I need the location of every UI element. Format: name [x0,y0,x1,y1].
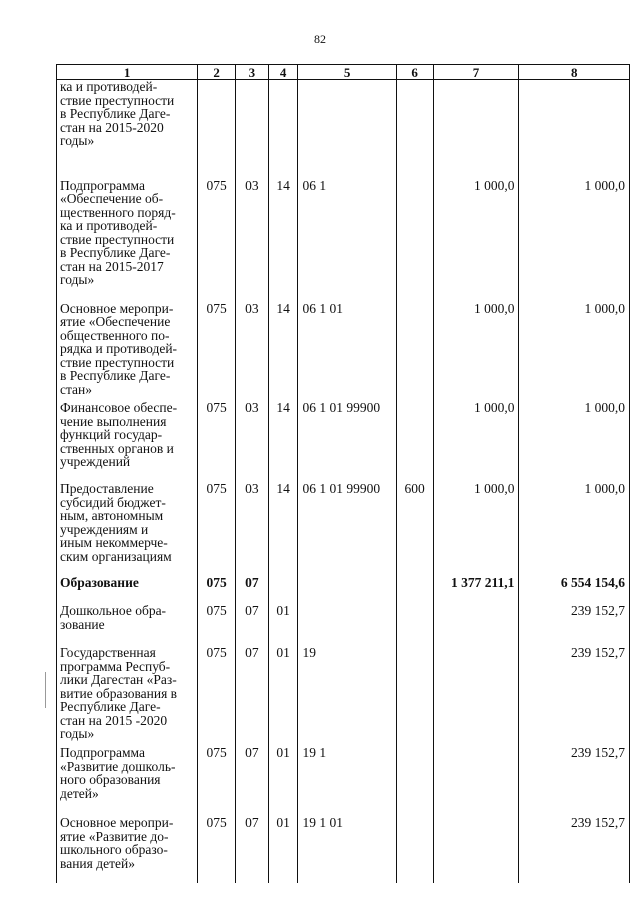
cell-vr [396,174,433,297]
cell-pr: 01 [268,811,298,883]
cell-name: Предоставление субсидий бюджет- ным, автономным учреждениям и иным некоммерче- ским организациям [57,477,198,571]
cell-gr: 075 [198,741,236,811]
table-body [57,80,630,884]
cell-gr: 075 [198,811,236,883]
cell-csr: 19 [298,641,396,741]
cell-rz: 07 [236,599,269,641]
header-col-1: 1 [57,65,198,80]
cell-vr [396,741,433,811]
header-col-6: 6 [396,65,433,80]
cell-name: Подпрограмма «Развитие дошколь- ного образования детей» [57,741,198,811]
cell-pr [268,80,298,174]
cell-sum-1: 1 000,0 [433,477,519,571]
cell-sum-1 [433,811,519,883]
cell-rz: 03 [236,396,269,477]
cell-sum-2: 1 000,0 [519,174,630,297]
cell-name: Образование [57,571,198,599]
cell-rz: 03 [236,174,269,297]
cell-name: Государственная программа Респуб- лики Дагестан «Раз- витие образования в Республике Даге- стан на 2015 -2020 годы» [57,641,198,741]
cell-name: Основное меропри- ятие «Обеспечение общественного по- рядка и противодей- ствие преступности в Республике Даге- стан» [57,297,198,397]
cell-rz: 03 [236,297,269,397]
table-row [57,174,630,297]
cell-gr: 075 [198,174,236,297]
cell-csr: 06 1 [298,174,396,297]
cell-sum-2: 239 152,7 [519,599,630,641]
cell-vr [396,396,433,477]
cell-sum-1: 1 000,0 [433,174,519,297]
cell-gr [198,80,236,174]
cell-pr: 14 [268,477,298,571]
header-col-2: 2 [198,65,236,80]
table-row [57,80,630,174]
cell-vr [396,641,433,741]
cell-vr [396,571,433,599]
table-row [57,741,630,811]
cell-pr: 14 [268,297,298,397]
cell-pr [268,571,298,599]
cell-pr: 14 [268,396,298,477]
page-number: 82 [314,32,326,46]
cell-csr [298,571,396,599]
cell-csr: 06 1 01 99900 [298,477,396,571]
cell-sum-2: 1 000,0 [519,297,630,397]
table-row [57,477,630,571]
cell-sum-1: 1 000,0 [433,396,519,477]
cell-rz: 03 [236,477,269,571]
cell-rz: 07 [236,741,269,811]
budget-table [56,64,630,883]
cell-vr: 600 [396,477,433,571]
cell-sum-1: 1 377 211,1 [433,571,519,599]
cell-csr: 19 1 [298,741,396,811]
cell-name: Финансовое обеспе- чение выполнения функций государ- ственных органов и учреждений [57,396,198,477]
header-col-7: 7 [433,65,519,80]
cell-pr: 14 [268,174,298,297]
cell-sum-2: 1 000,0 [519,396,630,477]
cell-gr: 075 [198,571,236,599]
cell-sum-2 [519,80,630,174]
table-row [57,811,630,883]
cell-rz [236,80,269,174]
table-row [57,641,630,741]
cell-vr [396,80,433,174]
cell-vr [396,297,433,397]
cell-csr: 19 1 01 [298,811,396,883]
cell-gr: 075 [198,297,236,397]
cell-vr [396,811,433,883]
cell-sum-2: 239 152,7 [519,641,630,741]
margin-mark [45,672,46,708]
header-col-8: 8 [519,65,630,80]
cell-pr: 01 [268,641,298,741]
cell-sum-1 [433,80,519,174]
cell-rz: 07 [236,571,269,599]
cell-pr: 01 [268,599,298,641]
cell-rz: 07 [236,811,269,883]
cell-csr [298,80,396,174]
cell-sum-2: 239 152,7 [519,741,630,811]
cell-name: Основное меропри- ятие «Развитие до- школьного образо- вания детей» [57,811,198,883]
cell-gr: 075 [198,396,236,477]
header-col-5: 5 [298,65,396,80]
cell-sum-2: 1 000,0 [519,477,630,571]
cell-name: Подпрограмма «Обеспечение об- щественного поряд- ка и противодей- ствие преступности в Республике Даге- стан на 2015-2017 годы» [57,174,198,297]
cell-sum-1: 1 000,0 [433,297,519,397]
cell-rz: 07 [236,641,269,741]
table-row [57,571,630,599]
cell-sum-2: 6 554 154,6 [519,571,630,599]
header-col-4: 4 [268,65,298,80]
cell-csr: 06 1 01 [298,297,396,397]
table-header-row [57,65,630,80]
table-row [57,297,630,397]
cell-name: Дошкольное обра- зование [57,599,198,641]
cell-csr [298,599,396,641]
cell-csr: 06 1 01 99900 [298,396,396,477]
cell-vr [396,599,433,641]
cell-pr: 01 [268,741,298,811]
table-row [57,396,630,477]
cell-sum-1 [433,641,519,741]
cell-gr: 075 [198,599,236,641]
cell-gr: 075 [198,641,236,741]
cell-sum-1 [433,741,519,811]
header-col-3: 3 [236,65,269,80]
table-row [57,599,630,641]
cell-sum-2: 239 152,7 [519,811,630,883]
cell-name: ка и противодей- ствие преступности в Республике Даге- стан на 2015-2020 годы» [57,80,198,174]
cell-sum-1 [433,599,519,641]
cell-gr: 075 [198,477,236,571]
